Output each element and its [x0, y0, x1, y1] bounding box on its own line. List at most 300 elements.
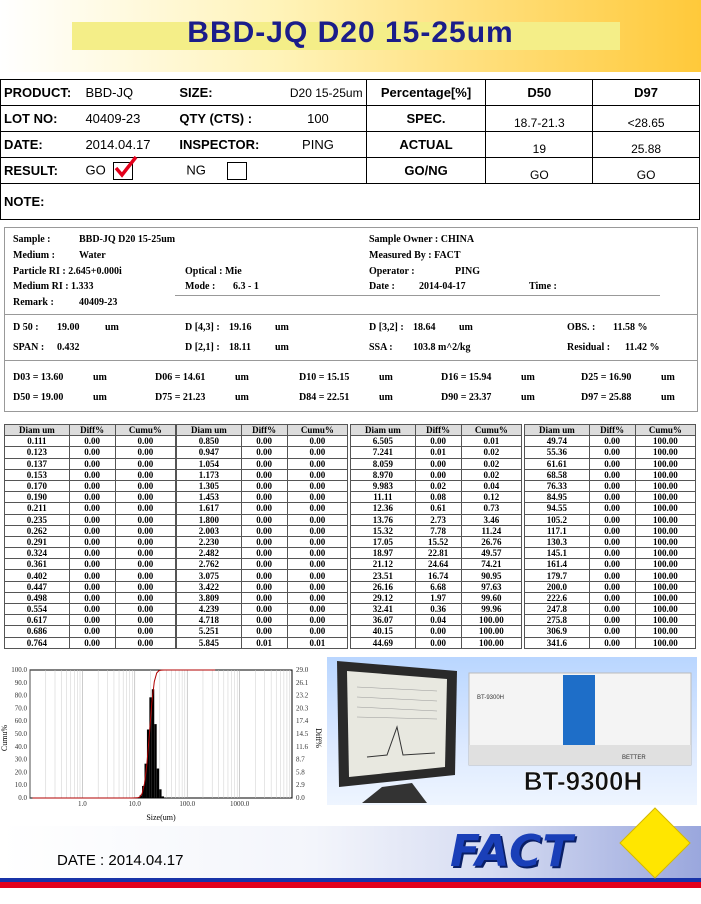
percentile-unit: um: [379, 392, 393, 403]
y-tick-label: 100.0: [11, 666, 27, 674]
sample-label: Sample :: [13, 234, 51, 245]
x-tick-label: 100.0: [179, 800, 196, 808]
histogram-bar: [162, 796, 164, 798]
table-cell: 2.230: [177, 536, 242, 547]
d21-label: D [2,1] :: [185, 342, 220, 353]
table-cell: 0.00: [69, 492, 115, 503]
table-row: [525, 592, 696, 603]
y-tick-label: 10.0: [14, 781, 27, 790]
histogram-bar: [154, 724, 156, 798]
table-row: [5, 570, 176, 581]
table-row: [177, 637, 348, 648]
table-cell: 12.36: [351, 503, 416, 514]
table-row: [351, 592, 522, 603]
table-cell: 0.04: [415, 615, 461, 626]
table-cell: 49.57: [461, 548, 521, 559]
table-cell: 0.00: [287, 536, 347, 547]
table-cell: 15.52: [415, 536, 461, 547]
table-row: [177, 559, 348, 570]
brand-label: BETTER: [622, 755, 646, 761]
table-cell: 1.617: [177, 503, 242, 514]
table-row: [177, 604, 348, 615]
table-cell: 0.00: [69, 447, 115, 458]
table-row: [177, 536, 348, 547]
table-cell: 0.00: [115, 458, 175, 469]
table-cell: 0.00: [115, 536, 175, 547]
mode-label: Mode :: [185, 281, 216, 292]
table-row: [5, 436, 176, 447]
table-cell: 0.00: [241, 525, 287, 536]
table-cell: 222.6: [525, 592, 590, 603]
table-cell: 0.01: [287, 637, 347, 648]
table-row: [351, 615, 522, 626]
go-label: GO: [85, 161, 106, 177]
table-row: [525, 548, 696, 559]
table-row: [5, 548, 176, 559]
table-cell: 1.054: [177, 458, 242, 469]
note-label: NOTE:: [1, 184, 700, 220]
table-cell: 0.00: [241, 447, 287, 458]
table-cell: 0.00: [69, 525, 115, 536]
table-row: [177, 615, 348, 626]
table-cell: 0.04: [461, 480, 521, 491]
y-tick-label: 80.0: [14, 691, 27, 700]
table-cell: 0.00: [589, 469, 635, 480]
table-cell: 0.00: [589, 615, 635, 626]
y2-tick-label: 0.0: [296, 794, 305, 802]
percentile-unit: um: [93, 372, 107, 383]
table-cell: 0.00: [115, 492, 175, 503]
table-row: [177, 503, 348, 514]
table-row: [5, 469, 176, 480]
table-cell: 0.850: [177, 436, 242, 447]
table-cell: 6.68: [415, 581, 461, 592]
table-cell: 0.00: [415, 458, 461, 469]
percentile-value: D06 = 14.61: [155, 372, 206, 383]
table-row: [5, 480, 176, 491]
table-cell: 0.00: [287, 559, 347, 570]
table-cell: 0.00: [241, 559, 287, 570]
table-cell: 100.00: [635, 548, 695, 559]
table-row: [5, 447, 176, 458]
particle-ri: Particle RI : 2.645+0.000i: [13, 266, 122, 277]
table-cell: 0.00: [589, 525, 635, 536]
table-cell: 0.00: [69, 626, 115, 637]
table-cell: 0.137: [5, 458, 70, 469]
table-cell: 49.74: [525, 436, 590, 447]
table-cell: 90.95: [461, 570, 521, 581]
date-label: DATE:: [1, 132, 83, 158]
fact-logo: FACT: [450, 826, 574, 877]
table-cell: 100.00: [635, 626, 695, 637]
gong-d97: GO: [593, 158, 700, 184]
table-row: [351, 492, 522, 503]
y-tick-label: 0.0: [18, 794, 27, 802]
table-cell: 2.003: [177, 525, 242, 536]
d50-value: 19.00: [57, 322, 80, 333]
table-cell: 0.00: [287, 581, 347, 592]
table-cell: 0.00: [69, 604, 115, 615]
table-cell: 0.00: [415, 469, 461, 480]
table-cell: 0.00: [115, 514, 175, 525]
table-row: [351, 503, 522, 514]
column-header: Cumu%: [287, 425, 347, 436]
table-cell: 0.00: [69, 615, 115, 626]
table-cell: 0.00: [589, 570, 635, 581]
table-cell: 22.81: [415, 548, 461, 559]
table-cell: 0.00: [69, 514, 115, 525]
table-row: [177, 447, 348, 458]
table-cell: 74.21: [461, 559, 521, 570]
ng-option[interactable]: [176, 158, 270, 184]
table-cell: 17.05: [351, 536, 416, 547]
table-cell: 0.61: [415, 503, 461, 514]
table-cell: 18.97: [351, 548, 416, 559]
table-cell: 105.2: [525, 514, 590, 525]
column-header: Diam um: [5, 425, 70, 436]
table-cell: 0.00: [69, 548, 115, 559]
table-row: [351, 458, 522, 469]
table-row: [351, 581, 522, 592]
footer-date: DATE : 2014.04.17: [57, 852, 184, 869]
table-row: [5, 592, 176, 603]
percentage-header: Percentage[%]: [366, 80, 486, 106]
table-cell: 68.58: [525, 469, 590, 480]
table-row: [177, 458, 348, 469]
table-cell: 0.00: [241, 604, 287, 615]
table-cell: 0.262: [5, 525, 70, 536]
table-cell: 76.33: [525, 480, 590, 491]
table-row: [351, 559, 522, 570]
table-cell: 0.00: [115, 469, 175, 480]
table-cell: 179.7: [525, 570, 590, 581]
y-tick-label: 90.0: [14, 678, 27, 687]
table-cell: 2.482: [177, 548, 242, 559]
table-cell: 100.00: [635, 559, 695, 570]
table-cell: 0.00: [241, 469, 287, 480]
table-cell: 8.059: [351, 458, 416, 469]
table-cell: 0.00: [241, 570, 287, 581]
distribution-table: [4, 424, 176, 649]
go-option[interactable]: [82, 158, 176, 184]
table-cell: 3.46: [461, 514, 521, 525]
table-row: [525, 536, 696, 547]
table-cell: 0.947: [177, 447, 242, 458]
table-cell: 100.00: [461, 626, 521, 637]
table-row: [525, 615, 696, 626]
table-cell: 100.00: [635, 492, 695, 503]
lot-label: LOT NO:: [1, 106, 83, 132]
table-cell: 23.51: [351, 570, 416, 581]
y-tick-label: 70.0: [14, 704, 27, 713]
table-row: [525, 458, 696, 469]
table-cell: 145.1: [525, 548, 590, 559]
table-cell: 100.00: [635, 637, 695, 648]
remark-label: Remark :: [13, 297, 54, 308]
table-cell: 117.1: [525, 525, 590, 536]
table-row: [351, 536, 522, 547]
table-row: [5, 536, 176, 547]
column-header: Cumu%: [635, 425, 695, 436]
table-cell: 0.00: [241, 492, 287, 503]
table-cell: 0.123: [5, 447, 70, 458]
table-cell: 0.00: [69, 559, 115, 570]
table-row: [525, 570, 696, 581]
table-row: [177, 592, 348, 603]
table-cell: 0.73: [461, 503, 521, 514]
table-cell: 13.76: [351, 514, 416, 525]
distribution-table: [524, 424, 696, 649]
table-cell: 0.01: [241, 637, 287, 648]
analyzer-panel: [563, 675, 595, 745]
table-cell: 0.00: [287, 626, 347, 637]
table-cell: 84.95: [525, 492, 590, 503]
table-row: [525, 604, 696, 615]
table-cell: 0.170: [5, 480, 70, 491]
table-cell: 0.00: [589, 548, 635, 559]
percentile-value: D25 = 16.90: [581, 372, 632, 383]
percentile-value: D90 = 23.37: [441, 392, 492, 403]
table-cell: 0.00: [69, 480, 115, 491]
table-cell: 0.00: [287, 604, 347, 615]
table-cell: 161.4: [525, 559, 590, 570]
table-cell: 0.36: [415, 604, 461, 615]
percentile-value: D03 = 13.60: [13, 372, 64, 383]
table-row: [351, 604, 522, 615]
table-row: [351, 436, 522, 447]
product-label: PRODUCT:: [1, 80, 83, 106]
d43-value: 19.16: [229, 322, 252, 333]
table-cell: 1.305: [177, 480, 242, 491]
table-cell: 100.00: [635, 525, 695, 536]
table-cell: 0.00: [589, 592, 635, 603]
d50-unit: um: [105, 322, 119, 333]
percentile-unit: um: [661, 392, 675, 403]
table-cell: 0.00: [115, 525, 175, 536]
table-cell: 0.617: [5, 615, 70, 626]
table-row: [525, 480, 696, 491]
table-cell: 100.00: [635, 592, 695, 603]
table-cell: 11.11: [351, 492, 416, 503]
table-row: [177, 548, 348, 559]
table-cell: 0.00: [287, 592, 347, 603]
table-cell: 0.00: [69, 469, 115, 480]
analyzer-label: BT-9300H: [477, 695, 505, 701]
mode-value: 6.3 - 1: [233, 281, 259, 292]
column-header: Cumu%: [115, 425, 175, 436]
y2-tick-label: 2.9: [296, 781, 305, 790]
table-cell: 16.74: [415, 570, 461, 581]
table-cell: 32.41: [351, 604, 416, 615]
table-cell: 0.00: [115, 503, 175, 514]
table-cell: 100.00: [635, 514, 695, 525]
table-cell: 0.00: [241, 436, 287, 447]
table-cell: 0.00: [589, 514, 635, 525]
actual-label: ACTUAL: [366, 132, 486, 158]
table-cell: 100.00: [635, 458, 695, 469]
table-cell: 0.361: [5, 559, 70, 570]
time-label: Time :: [529, 281, 557, 292]
column-header: Diff%: [241, 425, 287, 436]
table-cell: 1.800: [177, 514, 242, 525]
table-cell: 0.00: [115, 480, 175, 491]
column-header: Diam um: [351, 425, 416, 436]
table-row: [5, 581, 176, 592]
table-cell: 0.00: [241, 480, 287, 491]
table-cell: 97.63: [461, 581, 521, 592]
table-cell: 24.64: [415, 559, 461, 570]
table-cell: 0.324: [5, 548, 70, 559]
table-cell: 0.00: [69, 436, 115, 447]
table-cell: 7.78: [415, 525, 461, 536]
table-row: [5, 525, 176, 536]
table-cell: 99.96: [461, 604, 521, 615]
table-cell: 0.00: [241, 581, 287, 592]
table-cell: 100.00: [635, 615, 695, 626]
analyzer-illustration: [327, 657, 697, 805]
size-label: SIZE:: [176, 80, 270, 106]
table-row: [351, 514, 522, 525]
table-cell: 0.111: [5, 436, 70, 447]
d21-value: 18.11: [229, 342, 251, 353]
table-cell: 0.00: [115, 581, 175, 592]
lot-value: 40409-23: [82, 106, 176, 132]
table-cell: 306.9: [525, 626, 590, 637]
table-cell: 1.97: [415, 592, 461, 603]
column-header: Diff%: [589, 425, 635, 436]
table-cell: 275.8: [525, 615, 590, 626]
medium-ri: Medium RI : 1.333: [13, 281, 94, 292]
table-row: [177, 469, 348, 480]
table-cell: 0.00: [589, 559, 635, 570]
table-row: [525, 436, 696, 447]
table-row: [351, 570, 522, 581]
span-value: 0.432: [57, 342, 80, 353]
monitor-stand: [362, 783, 427, 803]
table-cell: 0.190: [5, 492, 70, 503]
y-tick-label: 60.0: [14, 717, 27, 726]
table-row: [351, 480, 522, 491]
table-cell: 9.983: [351, 480, 416, 491]
table-cell: 3.075: [177, 570, 242, 581]
table-cell: 0.00: [415, 436, 461, 447]
percentile-unit: um: [521, 372, 535, 383]
table-cell: 0.00: [287, 480, 347, 491]
y-axis-label: Cumu%: [0, 724, 9, 752]
inspector-value: PING: [270, 132, 366, 158]
table-row: [525, 469, 696, 480]
spec-label: SPEC.: [366, 106, 486, 132]
sample-owner: Sample Owner : CHINA: [369, 234, 475, 245]
table-cell: 0.12: [461, 492, 521, 503]
table-cell: 0.00: [115, 447, 175, 458]
table-row: [5, 637, 176, 648]
go-checkbox[interactable]: [113, 162, 133, 180]
spec-d97: <28.65: [593, 106, 700, 132]
table-row: [5, 626, 176, 637]
histogram-bar: [157, 769, 159, 798]
y-tick-label: 50.0: [14, 730, 27, 738]
x-tick-label: 1000.0: [229, 800, 250, 808]
percentile-unit: um: [235, 392, 249, 403]
table-cell: 0.01: [415, 447, 461, 458]
table-cell: 0.00: [287, 570, 347, 581]
span-label: SPAN :: [13, 342, 45, 353]
table-cell: 0.00: [589, 503, 635, 514]
table-cell: 1.453: [177, 492, 242, 503]
table-cell: 0.00: [69, 637, 115, 648]
table-row: [351, 525, 522, 536]
remark-value: 40409-23: [79, 297, 118, 308]
obs-value: 11.58 %: [613, 322, 648, 333]
table-cell: 0.235: [5, 514, 70, 525]
table-cell: 0.00: [287, 548, 347, 559]
d21-unit: um: [275, 342, 289, 353]
table-cell: 3.809: [177, 592, 242, 603]
table-row: [351, 626, 522, 637]
obs-label: OBS. :: [567, 322, 596, 333]
table-cell: 2.73: [415, 514, 461, 525]
actual-d50: 19: [486, 132, 593, 158]
table-row: [5, 492, 176, 503]
table-cell: 0.00: [415, 637, 461, 648]
d43-label: D [4,3] :: [185, 322, 220, 333]
table-cell: 5.251: [177, 626, 242, 637]
ssa-value: 103.8 m^2/kg: [413, 342, 471, 353]
x-tick-label: 1.0: [78, 800, 87, 808]
distribution-table: [350, 424, 522, 649]
actual-d97: 25.88: [593, 132, 700, 158]
table-cell: 0.00: [115, 548, 175, 559]
medium-value: Water: [79, 250, 106, 261]
table-row: [177, 436, 348, 447]
medium-label: Medium :: [13, 250, 55, 261]
table-cell: 100.00: [635, 581, 695, 592]
table-cell: 100.00: [635, 570, 695, 581]
ng-checkbox[interactable]: [227, 162, 247, 180]
table-cell: 26.76: [461, 536, 521, 547]
table-cell: 0.00: [241, 514, 287, 525]
table-row: [351, 447, 522, 458]
table-cell: 100.00: [635, 480, 695, 491]
header-banner: [0, 0, 701, 72]
inspector-label: INSPECTOR:: [176, 132, 270, 158]
y-tick-label: 40.0: [14, 742, 27, 751]
table-cell: 100.00: [635, 604, 695, 615]
d97-header: D97: [593, 80, 700, 106]
table-cell: 130.3: [525, 536, 590, 547]
table-cell: 0.00: [287, 447, 347, 458]
model-name: BT-9300H: [523, 766, 643, 796]
table-row: [177, 492, 348, 503]
table-cell: 0.00: [69, 503, 115, 514]
percentile-value: D10 = 15.15: [299, 372, 350, 383]
ng-label: NG: [186, 161, 206, 177]
table-cell: 0.00: [241, 503, 287, 514]
table-cell: 0.00: [287, 458, 347, 469]
table-cell: 26.16: [351, 581, 416, 592]
table-cell: 0.00: [287, 492, 347, 503]
table-row: [5, 615, 176, 626]
histogram-bar: [152, 689, 154, 798]
summary-table: [0, 79, 700, 220]
table-cell: 0.00: [589, 581, 635, 592]
table-cell: 0.00: [115, 626, 175, 637]
table-cell: 0.554: [5, 604, 70, 615]
y2-tick-label: 14.5: [296, 730, 309, 738]
table-cell: 100.00: [461, 615, 521, 626]
table-cell: 0.02: [461, 469, 521, 480]
